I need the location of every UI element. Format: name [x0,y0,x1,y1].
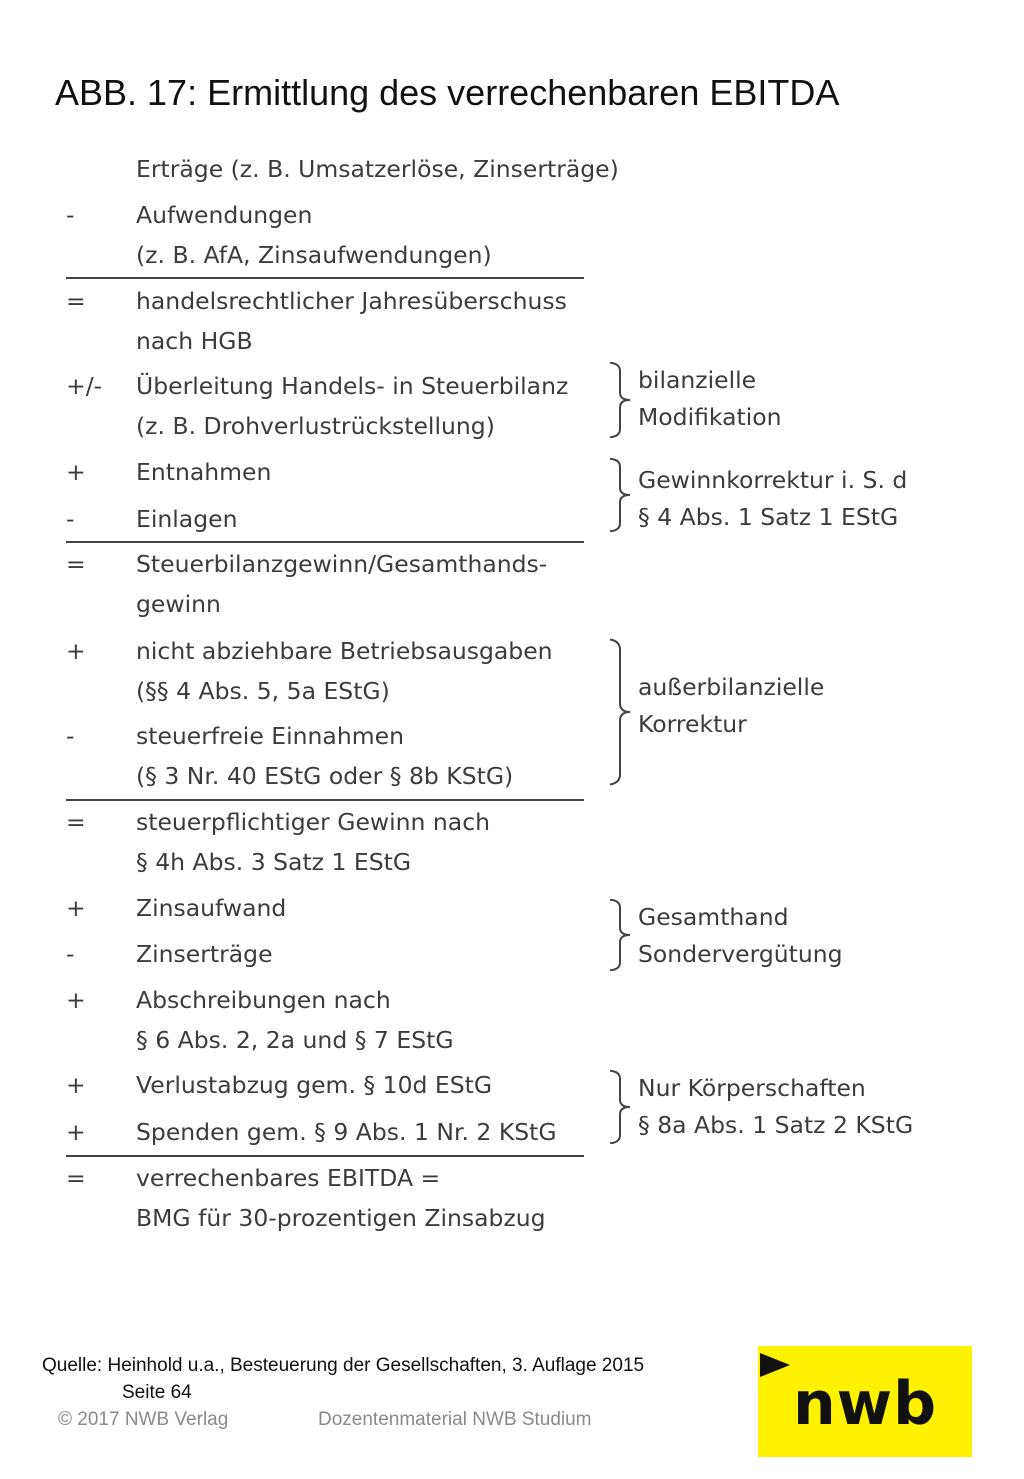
brace-note: Nur Körperschaften [638,1074,866,1102]
row-text: steuerfreie Einnahmen [136,722,404,750]
source-citation [42,1353,644,1406]
row-text: nicht abziehbare Betriebsausgaben [136,637,553,665]
brace-icon [606,1070,636,1144]
brace-note: Modifikation [638,403,782,431]
logo-text: nwb [792,1368,938,1439]
row-operator: - [66,201,75,229]
row-text: steuerpflichtiger Gewinn nach [136,808,491,836]
row-text: Steuerbilanzgewinn/Gesamthands- [136,550,548,578]
source-line: Quelle: Heinhold u.a., Besteuerung der Gesellschaften, 3. Auflage 2015 [42,1355,645,1376]
row-text: Spenden gem. § 9 Abs. 1 Nr. 2 KStG [136,1118,557,1146]
brace-note: außerbilanzielle [638,673,825,701]
row-operator: + [66,986,86,1014]
row-text: verrechenbares EBITDA = [136,1164,441,1192]
nwb-logo [758,1346,972,1457]
arrow-icon [760,1353,790,1377]
brace-note: bilanzielle [638,366,757,394]
brace-icon [606,899,636,971]
row-text: Zinserträge [136,940,273,968]
subtotal-rule [66,799,584,801]
row-text-continued: BMG für 30-prozentigen Zinsabzug [136,1204,546,1232]
source-page: Seite 64 [122,1381,192,1403]
brace-note: Sondervergütung [638,940,843,968]
row-operator: - [66,505,75,533]
brace-note: § 4 Abs. 1 Satz 1 EStG [638,503,899,531]
row-text: Erträge (z. B. Umsatzerlöse, Zinserträge) [136,155,619,183]
brace-note: Gesamthand [638,903,789,931]
brace-icon [606,638,636,786]
row-text-continued: (§§ 4 Abs. 5, 5a EStG) [136,677,390,705]
row-text: Überleitung Handels- in Steuerbilanz [136,372,569,400]
brace-icon [606,362,636,438]
row-operator: +/- [66,372,103,400]
row-operator: + [66,1071,86,1099]
row-text-continued: § 6 Abs. 2, 2a und § 7 EStG [136,1026,454,1054]
row-text-continued: (z. B. Drohverlustrückstellung) [136,412,495,440]
row-operator: = [66,550,86,578]
subtotal-rule [66,541,584,543]
row-text: Entnahmen [136,458,272,486]
row-operator: + [66,1118,86,1146]
row-text-continued: (z. B. AfA, Zinsaufwendungen) [136,241,492,269]
brace-icon [606,458,636,532]
row-text-continued: § 4h Abs. 3 Satz 1 EStG [136,848,412,876]
footer-copyright: © 2017 NWB Verlag [58,1409,229,1430]
row-text: Abschreibungen nach [136,986,391,1014]
row-operator: + [66,894,86,922]
row-operator: = [66,1164,86,1192]
footer-material: Dozentenmaterial NWB Studium [318,1409,592,1430]
row-text-continued: nach HGB [136,327,253,355]
row-operator: = [66,287,86,315]
row-text: Zinsaufwand [136,894,287,922]
row-operator: + [66,458,86,486]
row-operator: - [66,722,75,750]
row-operator: - [66,940,75,968]
brace-note: Gewinnkorrektur i. S. d [638,466,908,494]
brace-note: § 8a Abs. 1 Satz 2 KStG [638,1111,914,1139]
row-text: Verlustabzug gem. § 10d EStG [136,1071,493,1099]
row-text: handelsrechtlicher Jahresüberschuss [136,287,567,315]
row-text: Aufwendungen [136,201,313,229]
row-text: Einlagen [136,505,238,533]
row-text-continued: (§ 3 Nr. 40 EStG oder § 8b KStG) [136,762,514,790]
page-title: ABB. 17: Ermittlung des verrechenbaren EBITDA [55,72,840,113]
subtotal-rule [66,277,584,279]
row-text-continued: gewinn [136,590,221,618]
brace-note: Korrektur [638,710,747,738]
row-operator: = [66,808,86,836]
row-operator: + [66,637,86,665]
total-rule [66,1155,584,1157]
